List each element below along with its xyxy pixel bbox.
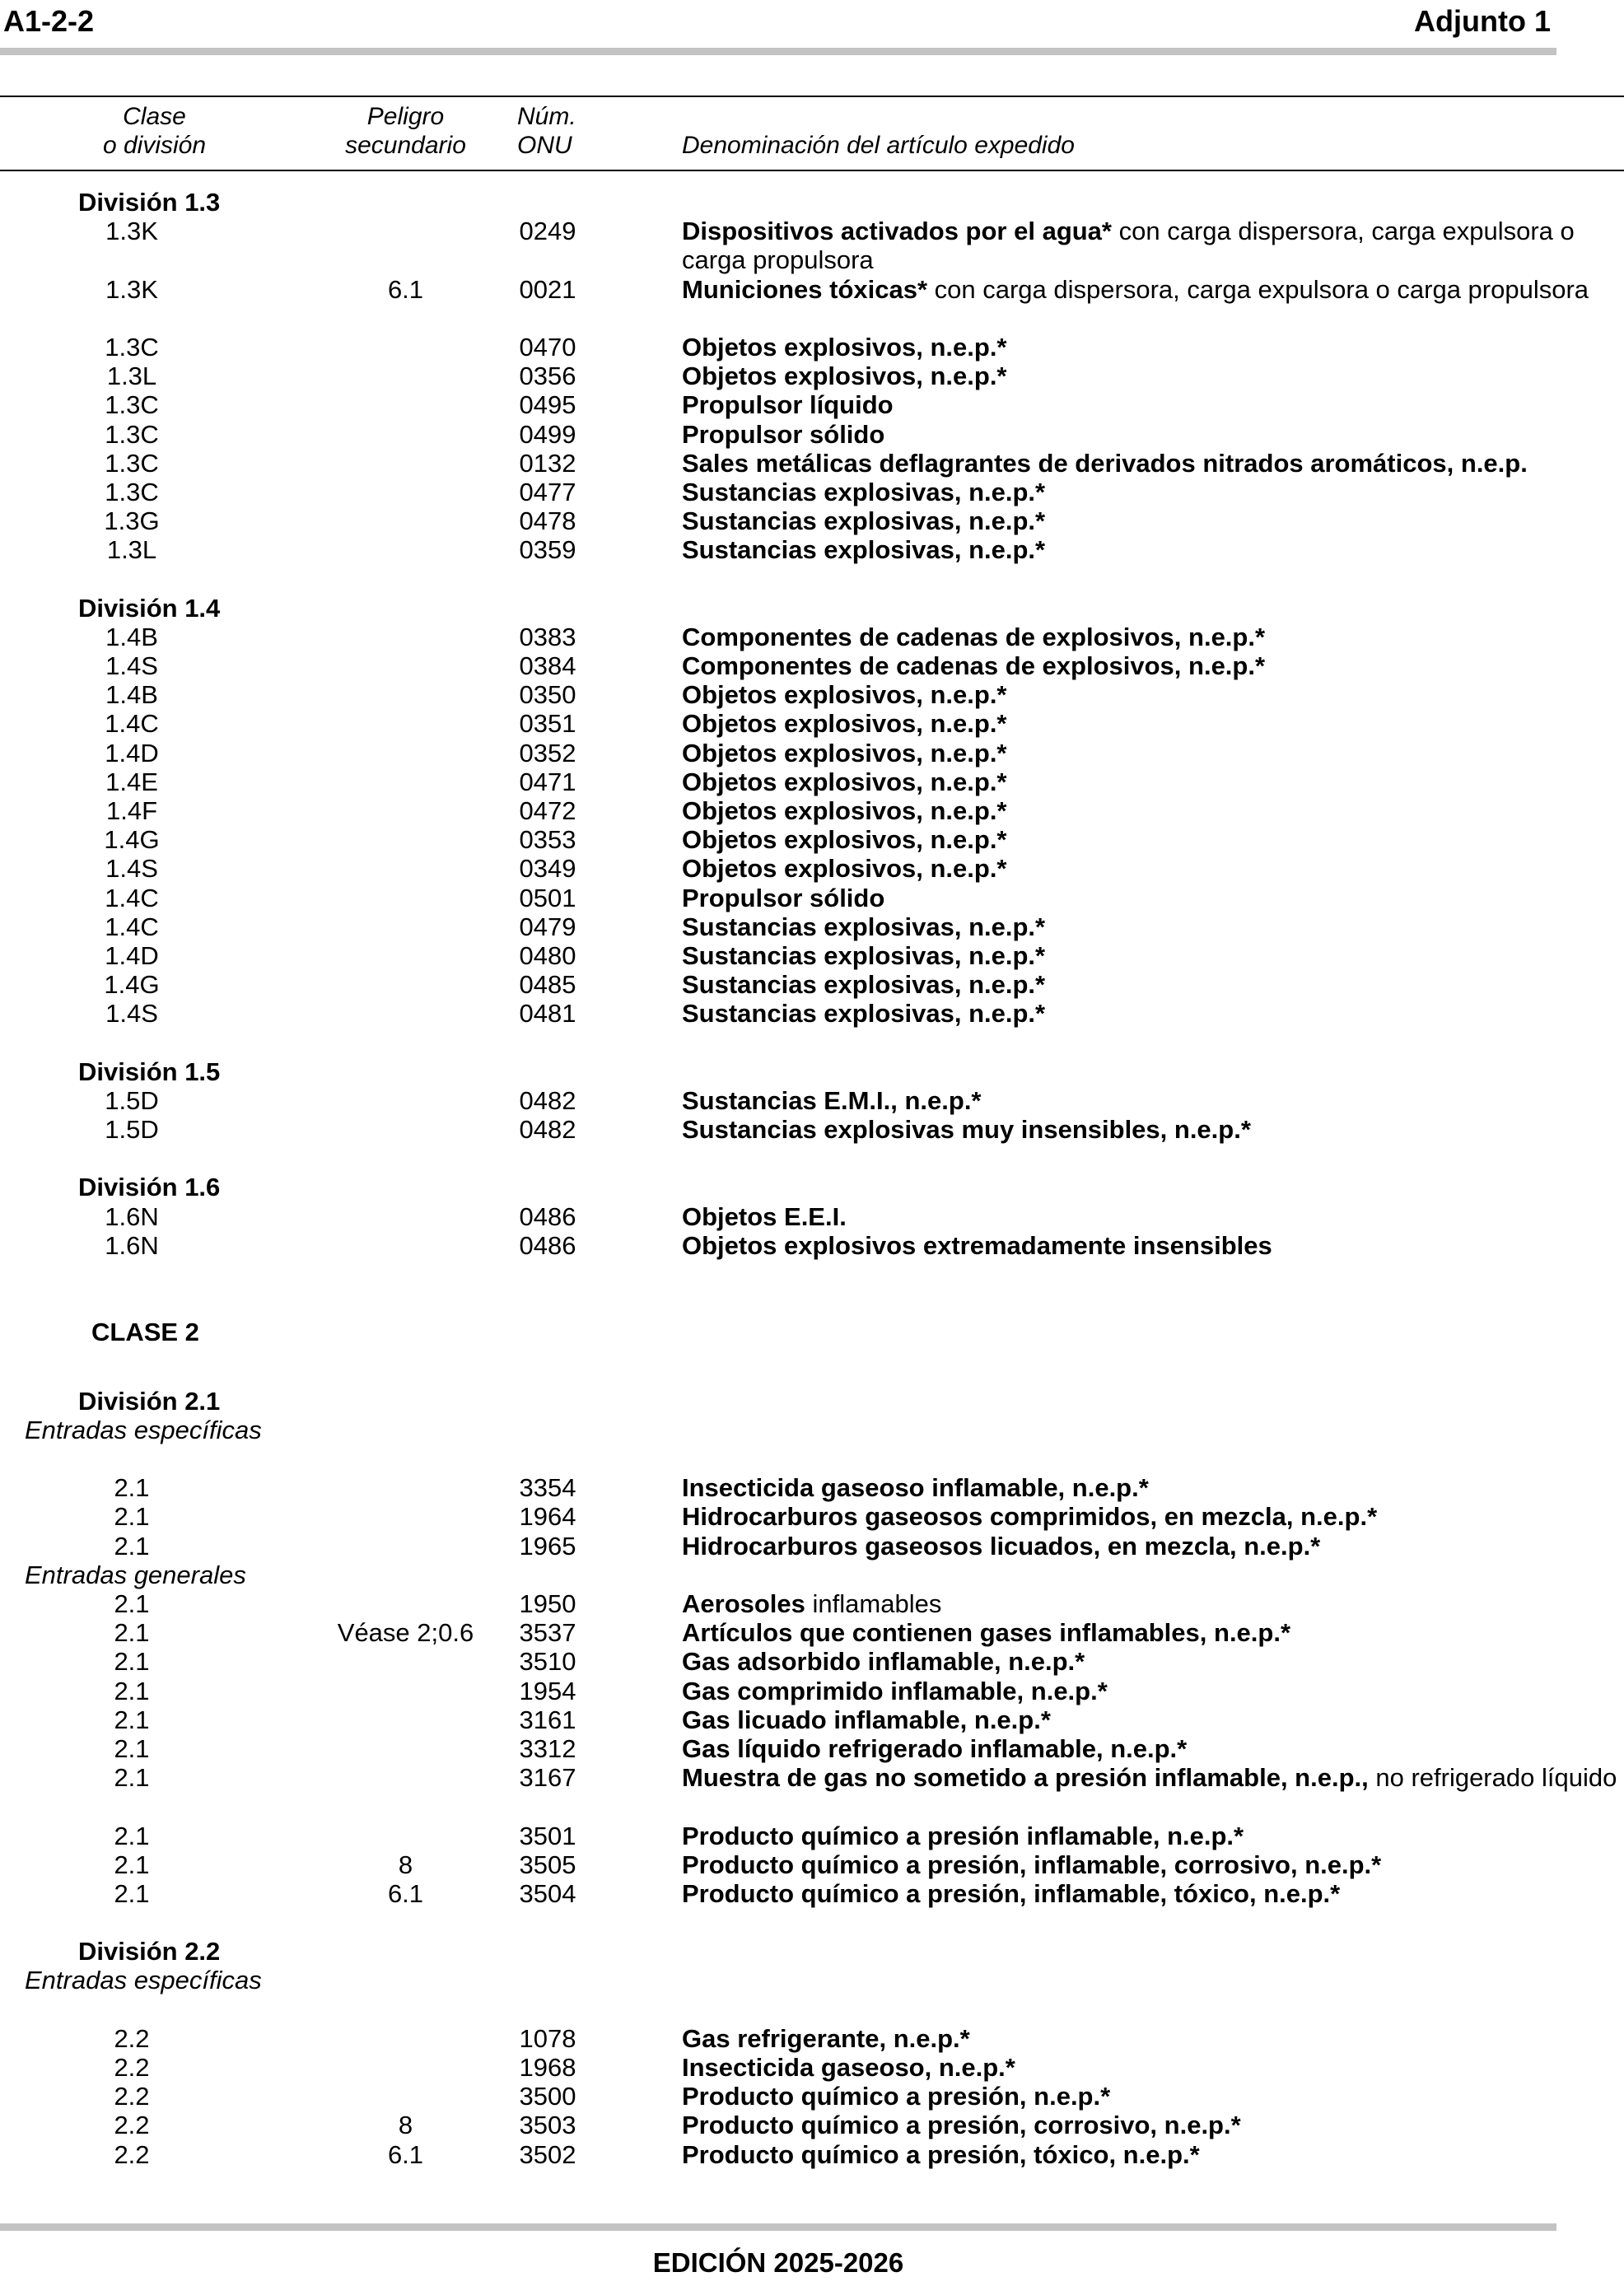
shipping-name-rest: con carga dispersora, carga expulsora o carga propulsora xyxy=(682,217,1575,275)
shipping-name-cell xyxy=(682,1231,1621,1260)
class-division-cell: 1.4D xyxy=(105,738,159,767)
un-number-cell: 1078 xyxy=(519,2023,576,2053)
un-number-cell: 0479 xyxy=(519,912,576,941)
division-heading xyxy=(0,1173,1624,1201)
shipping-name-cell xyxy=(682,535,1621,564)
spacer xyxy=(0,564,1624,593)
table-row xyxy=(0,449,1624,478)
division-title: División 1.4 xyxy=(78,593,221,623)
shipping-name-cell xyxy=(682,912,1621,941)
shipping-name-cell xyxy=(682,999,1621,1028)
table-row xyxy=(0,623,1624,651)
shipping-name-cell xyxy=(682,2053,1621,2082)
shipping-name-cell xyxy=(682,1822,1621,1850)
class-division-cell: 2.1 xyxy=(114,1733,150,1763)
un-number-cell: 0472 xyxy=(519,795,576,825)
shipping-name-cell xyxy=(682,1734,1621,1763)
shipping-name-bold: Insecticida gaseoso inflamable, n.e.p.* xyxy=(682,1473,1149,1503)
column-header-clase xyxy=(78,102,231,160)
entries-subheading xyxy=(0,1416,1624,1444)
class-division-cell: 1.4S xyxy=(105,651,158,681)
division-heading xyxy=(0,1387,1624,1416)
class-title: CLASE 2 xyxy=(91,1318,199,1347)
shipping-name-bold: Objetos explosivos, n.e.p.* xyxy=(682,825,1007,855)
un-number-cell: 3312 xyxy=(519,1733,576,1763)
shipping-name-cell xyxy=(682,217,1621,274)
un-number-cell: 0477 xyxy=(519,477,576,506)
un-number-cell: 0481 xyxy=(519,999,576,1029)
un-number-cell: 3354 xyxy=(519,1473,576,1503)
shipping-name-bold: Sustancias explosivas, n.e.p.* xyxy=(682,477,1046,506)
shipping-name-cell xyxy=(682,1647,1621,1676)
un-number-cell: 0499 xyxy=(519,419,576,449)
class-division-cell: 2.1 xyxy=(114,1763,150,1793)
spacer xyxy=(0,1289,1624,1318)
un-number-cell: 0352 xyxy=(519,738,576,767)
table-row xyxy=(0,767,1624,796)
shipping-name-cell xyxy=(682,1763,1621,1792)
table-row xyxy=(0,2053,1624,2082)
table-row xyxy=(0,1822,1624,1850)
shipping-name-bold: Sustancias E.M.I., n.e.p.* xyxy=(682,1085,982,1115)
class-division-cell: 2.2 xyxy=(114,2023,150,2053)
shipping-name-bold: Sustancias explosivas muy insensibles, n.e.p.* xyxy=(682,1115,1251,1145)
class-division-cell: 1.3C xyxy=(105,419,159,449)
class-division-cell: 1.3C xyxy=(105,477,159,506)
un-number-cell: 3537 xyxy=(519,1618,576,1648)
shipping-name-cell xyxy=(682,478,1621,506)
class-division-cell: 1.4B xyxy=(105,622,158,651)
column-header-clase-line2: o división xyxy=(102,132,207,159)
table-row xyxy=(0,709,1624,738)
shipping-name-bold: Sustancias explosivas, n.e.p.* xyxy=(682,970,1046,1000)
shipping-name-cell xyxy=(682,2024,1621,2053)
shipping-name-bold: Propulsor sólido xyxy=(682,419,885,449)
table-row xyxy=(0,390,1624,419)
class-division-cell: 1.4D xyxy=(105,940,159,970)
shipping-name-cell xyxy=(682,1502,1621,1531)
table-row xyxy=(0,1618,1624,1647)
shipping-name-rest: no refrigerado líquido xyxy=(1368,1763,1617,1793)
class-division-cell: 2.1 xyxy=(114,1878,150,1908)
spacer xyxy=(0,1028,1624,1057)
class-division-cell: 2.1 xyxy=(114,1676,150,1705)
class-division-cell: 1.3L xyxy=(106,535,157,565)
shipping-name-cell xyxy=(682,796,1621,825)
shipping-name-bold: Sustancias explosivas, n.e.p.* xyxy=(682,999,1046,1029)
division-title: División 2.1 xyxy=(78,1386,221,1416)
division-title: División 2.2 xyxy=(78,1937,221,1966)
class-division-cell: 2.1 xyxy=(114,1531,150,1561)
table-row xyxy=(0,2111,1624,2139)
shipping-name-rest: con carga dispersora, carga expulsora o carga propulsora xyxy=(927,274,1589,304)
un-number-cell: 0482 xyxy=(519,1085,576,1115)
class-division-cell: 1.6N xyxy=(105,1201,159,1231)
class-division-cell: 1.4F xyxy=(105,795,158,825)
document-code: A1-2-2 xyxy=(3,4,95,38)
class-division-cell: 2.2 xyxy=(114,2053,150,2083)
class-division-cell: 2.1 xyxy=(114,1850,150,1879)
shipping-name-bold: Producto químico a presión, inflamable, corrosivo, n.e.p.* xyxy=(682,1850,1382,1879)
table-row xyxy=(0,680,1624,709)
division-title: División 1.3 xyxy=(78,188,221,217)
shipping-name-bold: Objetos explosivos, n.e.p.* xyxy=(682,738,1007,767)
un-number-cell: 0486 xyxy=(519,1201,576,1231)
shipping-name-bold: Dispositivos activados por el agua* xyxy=(682,217,1112,246)
shipping-name-cell xyxy=(682,1618,1621,1647)
un-number-cell: 3500 xyxy=(519,2082,576,2111)
table-row xyxy=(0,1231,1624,1260)
class-division-cell: 2.2 xyxy=(114,2139,150,2169)
shipping-name-bold: Insecticida gaseoso, n.e.p.* xyxy=(682,2053,1015,2083)
table-row xyxy=(0,478,1624,506)
table-row xyxy=(0,1879,1624,1908)
entries-subheading-text: Entradas específicas xyxy=(25,1415,262,1444)
division-title: División 1.6 xyxy=(78,1173,221,1202)
shipping-name-rest: inflamables xyxy=(805,1589,942,1619)
un-number-cell: 3502 xyxy=(519,2139,576,2169)
shipping-name-cell xyxy=(682,1473,1621,1502)
shipping-name-bold: Producto químico a presión, n.e.p.* xyxy=(682,2082,1111,2111)
un-number-cell: 1954 xyxy=(519,1676,576,1705)
secondary-hazard-cell: 6.1 xyxy=(387,274,424,304)
table-row xyxy=(0,1589,1624,1618)
un-number-cell: 1968 xyxy=(519,2053,576,2083)
class-division-cell: 1.4S xyxy=(105,999,158,1029)
spacer xyxy=(0,1358,1624,1387)
shipping-name-bold: Sustancias explosivas, n.e.p.* xyxy=(682,912,1046,941)
shipping-name-bold: Producto químico a presión inflamable, n.e.p.* xyxy=(682,1821,1244,1850)
shipping-name-bold: Sustancias explosivas, n.e.p.* xyxy=(682,535,1046,565)
class-division-cell: 1.5D xyxy=(105,1115,159,1145)
column-header-denominacion: Denominación del artículo expedido xyxy=(682,132,1075,159)
shipping-name-bold: Gas comprimido inflamable, n.e.p.* xyxy=(682,1676,1108,1705)
class-division-cell: 1.4C xyxy=(105,912,159,941)
un-number-cell: 0349 xyxy=(519,854,576,884)
spacer xyxy=(0,1144,1624,1173)
table-row xyxy=(0,1532,1624,1561)
table-row xyxy=(0,651,1624,680)
table-row xyxy=(0,1115,1624,1144)
column-header-onu-line1: Núm. xyxy=(517,103,576,130)
shipping-name-cell xyxy=(682,1532,1621,1561)
table-row xyxy=(0,970,1624,999)
shipping-name-cell xyxy=(682,420,1621,449)
table-row xyxy=(0,1850,1624,1879)
shipping-name-bold: Artículos que contienen gases inflamables, n.e.p.* xyxy=(682,1618,1291,1648)
column-header-peligro-line2: secundario xyxy=(345,132,466,159)
shipping-name-bold: Gas líquido refrigerado inflamable, n.e.p.* xyxy=(682,1733,1188,1763)
shipping-name-bold: Propulsor sólido xyxy=(682,883,885,912)
shipping-name-cell xyxy=(682,2082,1621,2111)
class-division-cell: 1.3L xyxy=(106,362,157,391)
shipping-name-bold: Componentes de cadenas de explosivos, n.e.p.* xyxy=(682,651,1266,681)
class-division-cell: 1.4B xyxy=(105,680,158,710)
table-header-rule xyxy=(0,170,1624,171)
class-division-cell: 1.3C xyxy=(105,448,159,478)
shipping-name-bold: Objetos explosivos, n.e.p.* xyxy=(682,680,1007,710)
un-number-cell: 0480 xyxy=(519,940,576,970)
table-row xyxy=(0,217,1624,274)
shipping-name-bold: Gas refrigerante, n.e.p.* xyxy=(682,2023,970,2053)
secondary-hazard-cell: 6.1 xyxy=(387,1878,424,1908)
shipping-name-bold: Producto químico a presión, tóxico, n.e.p.* xyxy=(682,2139,1200,2169)
secondary-hazard-cell: 8 xyxy=(398,2111,413,2140)
division-heading xyxy=(0,188,1624,217)
un-number-cell: 1964 xyxy=(519,1502,576,1532)
entries-subheading xyxy=(0,1561,1624,1589)
shipping-name-bold: Aerosoles xyxy=(682,1589,805,1619)
shipping-name-cell xyxy=(682,884,1621,912)
footer-rule xyxy=(0,2223,1556,2231)
division-title: División 1.5 xyxy=(78,1057,221,1086)
un-number-cell: 3167 xyxy=(519,1763,576,1793)
division-heading xyxy=(0,1937,1624,1966)
secondary-hazard-cell: 6.1 xyxy=(387,2139,424,2169)
shipping-name-bold: Objetos explosivos, n.e.p.* xyxy=(682,854,1007,884)
shipping-name-cell xyxy=(682,767,1621,796)
class-heading xyxy=(0,1318,1624,1346)
shipping-name-cell xyxy=(682,854,1621,883)
class-division-cell: 2.1 xyxy=(114,1821,150,1850)
shipping-name-bold: Objetos E.E.I. xyxy=(682,1201,847,1231)
table-row xyxy=(0,1502,1624,1531)
un-number-cell: 0384 xyxy=(519,651,576,681)
shipping-name-cell xyxy=(682,449,1621,478)
un-number-cell: 0482 xyxy=(519,1115,576,1145)
division-heading xyxy=(0,1057,1624,1086)
un-number-cell: 0501 xyxy=(519,883,576,912)
shipping-name-cell xyxy=(682,275,1621,304)
column-header-peligro xyxy=(325,102,486,160)
shipping-name-cell xyxy=(682,1202,1621,1231)
table-row xyxy=(0,1734,1624,1763)
shipping-name-cell xyxy=(682,2140,1621,2169)
table-row xyxy=(0,1473,1624,1502)
column-header-onu xyxy=(517,102,583,160)
shipping-name-cell xyxy=(682,1115,1621,1144)
shipping-name-bold: Objetos explosivos, n.e.p.* xyxy=(682,767,1007,796)
shipping-name-bold: Hidrocarburos gaseosos comprimidos, en mezcla, n.e.p.* xyxy=(682,1502,1378,1532)
table-row xyxy=(0,420,1624,449)
table-row xyxy=(0,999,1624,1028)
shipping-name-cell xyxy=(682,1705,1621,1734)
shipping-name-bold: Propulsor líquido xyxy=(682,390,894,420)
un-number-cell: 3501 xyxy=(519,1821,576,1850)
class-division-cell: 1.3C xyxy=(105,390,159,420)
secondary-hazard-cell: 8 xyxy=(398,1850,413,1879)
table-row xyxy=(0,1705,1624,1734)
class-division-cell: 2.1 xyxy=(114,1502,150,1532)
shipping-name-cell xyxy=(682,1589,1621,1618)
class-division-cell: 1.3K xyxy=(105,217,158,246)
spacer xyxy=(0,1908,1624,1937)
shipping-name-cell xyxy=(682,1086,1621,1115)
un-number-cell: 0383 xyxy=(519,622,576,651)
class-division-cell: 1.3G xyxy=(104,506,160,536)
class-division-cell: 2.2 xyxy=(114,2111,150,2140)
table-row xyxy=(0,2082,1624,2111)
shipping-name-bold: Producto químico a presión, corrosivo, n.e.p.* xyxy=(682,2111,1241,2140)
shipping-name-cell xyxy=(682,333,1621,362)
class-division-cell: 1.4C xyxy=(105,883,159,912)
un-number-cell: 1965 xyxy=(519,1531,576,1561)
spacer xyxy=(0,1260,1624,1289)
shipping-name-cell xyxy=(682,1879,1621,1908)
table-row xyxy=(0,275,1624,333)
un-number-cell: 0495 xyxy=(519,390,576,420)
table-row xyxy=(0,2140,1624,2169)
class-division-cell: 1.4S xyxy=(105,854,158,884)
un-number-cell: 0132 xyxy=(519,448,576,478)
un-number-cell: 0351 xyxy=(519,709,576,739)
shipping-name-bold: Municiones tóxicas* xyxy=(682,274,928,304)
un-number-cell: 0359 xyxy=(519,535,576,565)
class-division-cell: 1.3K xyxy=(105,274,158,304)
table-row xyxy=(0,1647,1624,1676)
shipping-name-cell xyxy=(682,739,1621,767)
shipping-name-bold: Producto químico a presión, inflamable, tóxico, n.e.p.* xyxy=(682,1878,1341,1908)
un-number-cell: 0021 xyxy=(519,274,576,304)
shipping-name-bold: Sustancias explosivas, n.e.p.* xyxy=(682,940,1046,970)
shipping-name-cell xyxy=(682,970,1621,999)
table-row xyxy=(0,796,1624,825)
class-division-cell: 2.2 xyxy=(114,2082,150,2111)
un-number-cell: 3503 xyxy=(519,2111,576,2140)
edition-footer: EDICIÓN 2025-2026 xyxy=(652,2247,904,2278)
division-heading xyxy=(0,594,1624,623)
class-division-cell: 1.3C xyxy=(105,332,159,362)
class-division-cell: 2.1 xyxy=(114,1473,150,1503)
table-row xyxy=(0,1677,1624,1705)
shipping-name-cell xyxy=(682,941,1621,970)
shipping-name-cell xyxy=(682,1850,1621,1879)
table-row xyxy=(0,941,1624,970)
column-header-clase-line1: Clase xyxy=(123,103,186,130)
un-number-cell: 0486 xyxy=(519,1230,576,1260)
class-division-cell: 2.1 xyxy=(114,1705,150,1734)
table-row xyxy=(0,912,1624,941)
shipping-name-bold: Componentes de cadenas de explosivos, n.e.p.* xyxy=(682,622,1266,651)
un-number-cell: 0356 xyxy=(519,362,576,391)
shipping-name-cell xyxy=(682,825,1621,854)
column-header-onu-line2: ONU xyxy=(517,132,572,159)
un-number-cell: 0249 xyxy=(519,217,576,246)
un-number-cell: 0471 xyxy=(519,767,576,796)
column-header-peligro-line1: Peligro xyxy=(366,103,445,130)
un-number-cell: 3510 xyxy=(519,1647,576,1677)
class-division-cell: 1.6N xyxy=(105,1230,159,1260)
table-row xyxy=(0,1202,1624,1231)
entries-subheading-text: Entradas específicas xyxy=(25,1966,262,1995)
table-row xyxy=(0,506,1624,535)
class-division-cell: 2.1 xyxy=(114,1618,150,1648)
table-row xyxy=(0,333,1624,362)
shipping-name-bold: Hidrocarburos gaseosos licuados, en mezcla, n.e.p.* xyxy=(682,1531,1321,1561)
shipping-name-bold: Gas adsorbido inflamable, n.e.p.* xyxy=(682,1647,1085,1677)
un-number-cell: 3161 xyxy=(519,1705,576,1734)
shipping-name-cell xyxy=(682,362,1621,390)
shipping-name-bold: Objetos explosivos extremadamente insensibles xyxy=(682,1230,1272,1260)
table-row xyxy=(0,1763,1624,1821)
table-row xyxy=(0,825,1624,854)
class-division-cell: 1.4C xyxy=(105,709,159,739)
spacer xyxy=(0,1995,1624,2024)
class-division-cell: 1.5D xyxy=(105,1085,159,1115)
dangerous-goods-table xyxy=(0,188,1624,2169)
table-row xyxy=(0,854,1624,883)
shipping-name-cell xyxy=(682,709,1621,738)
un-number-cell: 3505 xyxy=(519,1850,576,1879)
shipping-name-cell xyxy=(682,2111,1621,2139)
class-division-cell: 1.4G xyxy=(104,825,160,855)
table-row xyxy=(0,2024,1624,2053)
shipping-name-cell xyxy=(682,506,1621,535)
shipping-name-bold: Gas licuado inflamable, n.e.p.* xyxy=(682,1705,1051,1734)
class-division-cell: 1.4E xyxy=(105,767,158,796)
shipping-name-cell xyxy=(682,680,1621,709)
attachment-label: Adjunto 1 xyxy=(1414,4,1551,38)
shipping-name-bold: Objetos explosivos, n.e.p.* xyxy=(682,332,1007,362)
spacer xyxy=(0,1444,1624,1473)
un-number-cell: 0350 xyxy=(519,680,576,710)
table-row xyxy=(0,739,1624,767)
shipping-name-bold: Objetos explosivos, n.e.p.* xyxy=(682,795,1007,825)
shipping-name-bold: Sales metálicas deflagrantes de derivados nitrados aromáticos, n.e.p. xyxy=(682,448,1528,478)
class-division-cell: 1.4G xyxy=(104,970,160,1000)
class-division-cell: 2.1 xyxy=(114,1589,150,1619)
entries-subheading-text: Entradas generales xyxy=(25,1560,246,1589)
shipping-name-cell xyxy=(682,623,1621,651)
class-division-cell: 2.1 xyxy=(114,1647,150,1677)
shipping-name-bold: Objetos explosivos, n.e.p.* xyxy=(682,709,1007,739)
shipping-name-cell xyxy=(682,1677,1621,1705)
spacer xyxy=(0,1347,1624,1358)
table-top-rule xyxy=(0,96,1624,97)
shipping-name-bold: Sustancias explosivas, n.e.p.* xyxy=(682,506,1046,536)
header-rule xyxy=(0,48,1556,55)
table-row xyxy=(0,535,1624,564)
shipping-name-bold: Objetos explosivos, n.e.p.* xyxy=(682,362,1007,391)
table-row xyxy=(0,362,1624,390)
table-row xyxy=(0,1086,1624,1115)
un-number-cell: 0485 xyxy=(519,970,576,1000)
shipping-name-cell xyxy=(682,651,1621,680)
un-number-cell: 0470 xyxy=(519,332,576,362)
un-number-cell: 3504 xyxy=(519,1878,576,1908)
un-number-cell: 0478 xyxy=(519,506,576,536)
entries-subheading xyxy=(0,1966,1624,1994)
shipping-name-bold: Muestra de gas no sometido a presión inflamable, n.e.p., xyxy=(682,1763,1369,1793)
un-number-cell: 0353 xyxy=(519,825,576,855)
un-number-cell: 1950 xyxy=(519,1589,576,1619)
secondary-hazard-cell: Véase 2;0.6 xyxy=(337,1618,474,1648)
shipping-name-cell xyxy=(682,390,1621,419)
table-row xyxy=(0,884,1624,912)
